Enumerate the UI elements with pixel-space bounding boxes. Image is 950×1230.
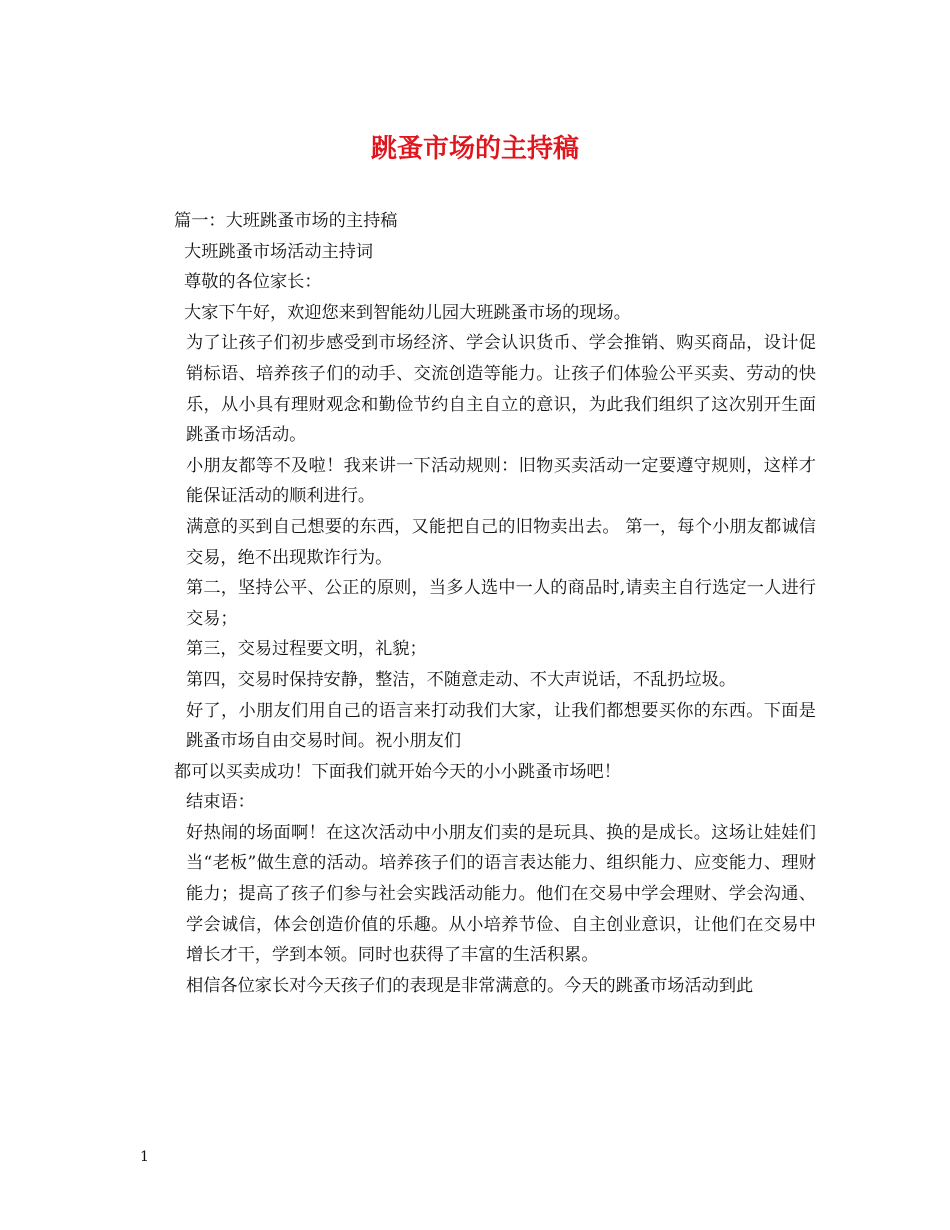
document-title: 跳蚤市场的主持稿 <box>370 134 579 164</box>
paragraph-closing-text: 好热闹的场面啊！在这次活动中小朋友们卖的是玩具、换的是成长。这场让娃娃们当“老板”做生意的活动。培养孩子们的语言表达能力、组织能力、应变能力、理财能力；提高了孩子们参与社会实践活动能力。他们在交易中学会理财、学会沟通、学会诚信，体会创造价值的乐趣。从小培养节俭、自主创业意识，让他们在交易中增长才干，学到本领。同时也获得了丰富的生活积累。 <box>186 822 816 966</box>
paragraph-final: 相信各位家长对今天孩子们的表现是非常满意的。今天的跳蚤市场活动到此 <box>186 975 754 996</box>
paragraph-trading-time: 好了，小朋友们用自己的语言来打动我们大家，让我们都想要买你的东西。下面是跳蚤市场自由交易时间。祝小朋友们 <box>186 700 816 752</box>
paragraph-section-heading: 篇一：大班跳蚤市场的主持稿 <box>174 211 398 231</box>
paragraph-closing-heading: 结束语： <box>186 792 255 813</box>
page-number: 1 <box>140 1149 149 1165</box>
paragraph-purpose: 为了让孩子们初步感受到市场经济、学会认识货币、学会推销、购买商品，设计促销标语、培养孩子们的动手、交流创造等能力。让孩子们体验公平买卖、劳动的快乐，从小具有理财观念和勤俭节约自主自立的意识，为此我们组织了这次别开生面跳蚤市场活动。 <box>186 333 816 446</box>
document-body <box>140 206 816 1001</box>
paragraph-subtitle: 大班跳蚤市场活动主持词 <box>184 241 374 262</box>
paragraph-greeting: 大家下午好，欢迎您来到智能幼儿园大班跳蚤市场的现场。 <box>184 302 631 323</box>
paragraph-rule-two: 第二，坚持公平、公正的原则，当多人选中一人的商品时,请卖主自行选定一人进行交易； <box>186 578 816 629</box>
paragraph-salutation: 尊敬的各位家长： <box>184 272 322 293</box>
paragraph-rule-three: 第三，交易过程要文明，礼貌； <box>186 639 427 660</box>
paragraph-rule-one: 满意的买到自己想要的东西，又能把自己的旧物卖出去。 第一，每个小朋友都诚信交易，绝不出现欺诈行为。 <box>186 516 816 568</box>
paragraph-wish: 都可以买卖成功！下面我们就开始今天的小小跳蚤市场吧！ <box>174 761 621 782</box>
paragraph-rule-four: 第四，交易时保持安静，整洁，不随意走动、不大声说话，不乱扔垃圾。 <box>186 669 737 690</box>
paragraph-rules-intro: 小朋友都等不及啦！我来讲一下活动规则：旧物买卖活动一定要遵守规则，这样才能保证活动的顺利进行。 <box>186 455 816 507</box>
